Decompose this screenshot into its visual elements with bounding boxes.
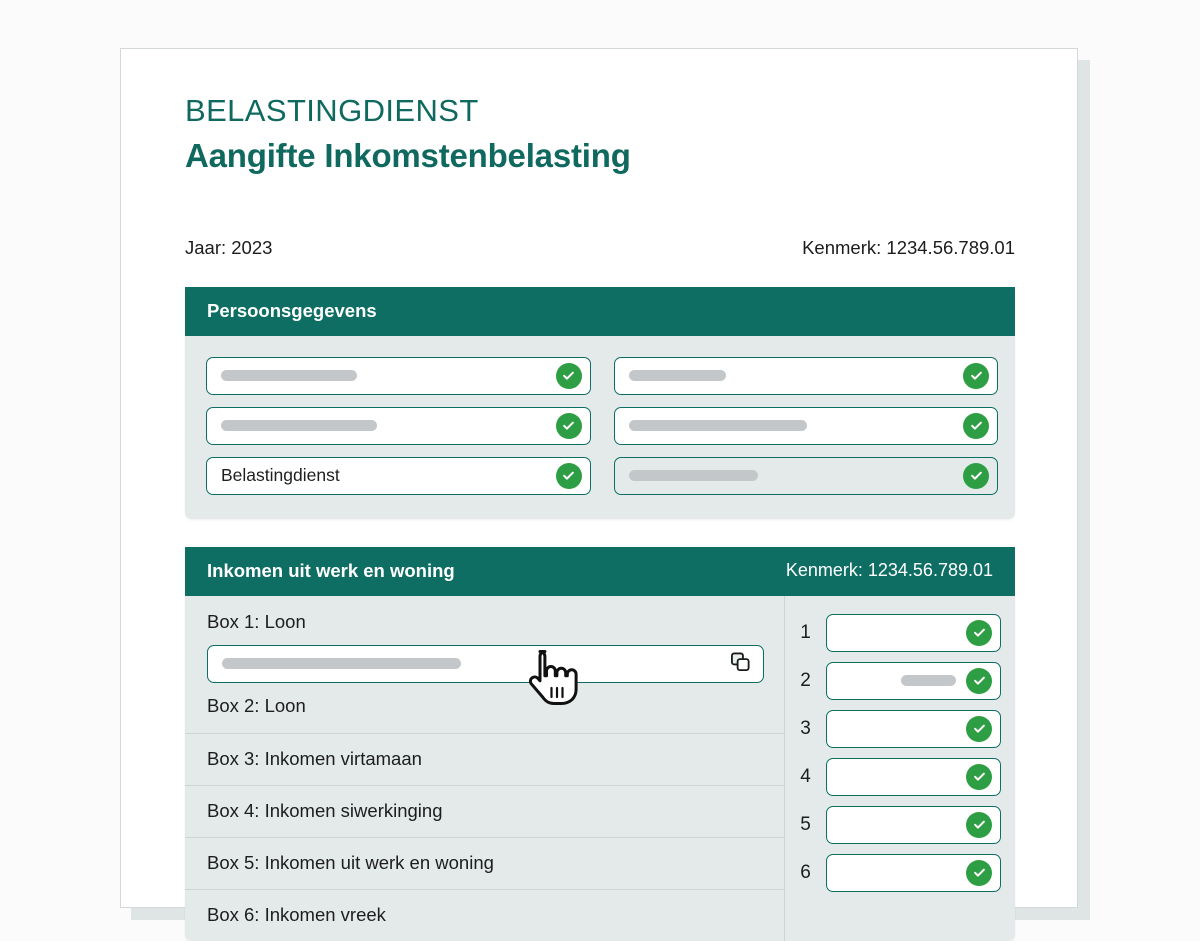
amount-row-1-number: 1 — [800, 621, 811, 643]
amount-row-6-number: 6 — [800, 861, 811, 883]
amount-row-1 — [797, 614, 1001, 652]
amount-row-4 — [797, 758, 1001, 796]
amount-input-3[interactable] — [826, 710, 1001, 748]
year-label: Jaar: 2023 — [185, 236, 273, 258]
valid-check-icon — [966, 764, 992, 790]
personal-field-3[interactable] — [206, 457, 591, 495]
valid-check-icon — [966, 716, 992, 742]
personal-field-1[interactable] — [206, 357, 591, 395]
personal-fields-left-column — [206, 357, 591, 495]
placeholder-bar — [221, 370, 357, 381]
income-row-4[interactable] — [185, 785, 784, 837]
masthead — [185, 95, 1015, 175]
valid-check-icon — [966, 668, 992, 694]
personal-field-6[interactable] — [614, 457, 999, 495]
placeholder-bar — [629, 420, 807, 431]
amount-input-5[interactable] — [826, 806, 1001, 844]
valid-check-icon — [556, 463, 582, 489]
amount-input-4[interactable] — [826, 758, 1001, 796]
amount-row-3-number: 3 — [800, 717, 811, 739]
section-header — [185, 287, 1015, 336]
valid-check-icon — [556, 413, 582, 439]
reference-label: Kenmerk: 1234.56.789.01 — [802, 236, 1015, 258]
section-title: Persoonsgegevens — [207, 299, 377, 321]
personal-field-5[interactable] — [614, 407, 999, 445]
income-label-column — [185, 596, 785, 941]
section-title: Inkomen uit werk en woning — [207, 559, 455, 581]
section-body — [185, 336, 1015, 519]
section-header — [185, 547, 1015, 596]
income-row-5[interactable] — [185, 837, 784, 889]
valid-check-icon — [963, 363, 989, 389]
income-row-3[interactable] — [185, 733, 784, 785]
placeholder-bar — [629, 470, 759, 481]
amount-input-6[interactable] — [826, 854, 1001, 892]
income-row-1-input-wrap — [207, 645, 764, 683]
income-row-4-label: Box 4: Inkomen siwerkinging — [207, 799, 443, 821]
agency-name: BELASTINGDIENST — [185, 93, 479, 128]
placeholder-bar — [629, 370, 726, 381]
income-amount-column — [785, 596, 1015, 941]
income-row-3-label: Box 3: Inkomen virtamaan — [207, 747, 422, 769]
income-row-1 — [185, 596, 784, 733]
valid-check-icon — [966, 812, 992, 838]
amount-row-5-number: 5 — [800, 813, 811, 835]
personal-field-2[interactable] — [206, 407, 591, 445]
placeholder-bar — [222, 658, 461, 669]
personal-fields-right-column — [614, 357, 999, 495]
valid-check-icon — [556, 363, 582, 389]
income-row-5-label: Box 5: Inkomen uit werk en woning — [207, 851, 494, 873]
section-reference: Kenmerk: 1234.56.789.01 — [785, 560, 993, 581]
page-title: Aangifte Inkomstenbelasting — [185, 136, 631, 174]
amount-row-3 — [797, 710, 1001, 748]
personal-field-4[interactable] — [614, 357, 999, 395]
income-row-1-label: Box 1: Loon — [207, 610, 306, 632]
amount-input-1[interactable] — [826, 614, 1001, 652]
section-inkomen-uit-werk-en-woning — [185, 547, 1015, 941]
amount-row-2-number: 2 — [800, 669, 811, 691]
income-row-6[interactable] — [185, 889, 784, 941]
amount-row-2 — [797, 662, 1001, 700]
document-meta — [185, 237, 1015, 259]
amount-row-4-number: 4 — [800, 765, 811, 787]
income-row-6-label: Box 6: Inkomen vreek — [207, 903, 386, 925]
placeholder-bar — [221, 420, 377, 431]
section-body — [185, 596, 1015, 941]
amount-row-6 — [797, 854, 1001, 892]
copy-icon[interactable] — [729, 650, 751, 677]
valid-check-icon — [966, 620, 992, 646]
valid-check-icon — [963, 463, 989, 489]
placeholder-bar — [901, 675, 956, 686]
document-page — [120, 48, 1078, 925]
amount-row-5 — [797, 806, 1001, 844]
personal-field-3-value: Belastingdienst — [221, 465, 340, 486]
section-persoonsgegevens — [185, 287, 1015, 519]
valid-check-icon — [966, 860, 992, 886]
income-row-2-label: Box 2: Loon — [207, 694, 306, 716]
valid-check-icon — [963, 413, 989, 439]
income-row-1-input[interactable] — [207, 645, 764, 683]
amount-input-2[interactable] — [826, 662, 1001, 700]
